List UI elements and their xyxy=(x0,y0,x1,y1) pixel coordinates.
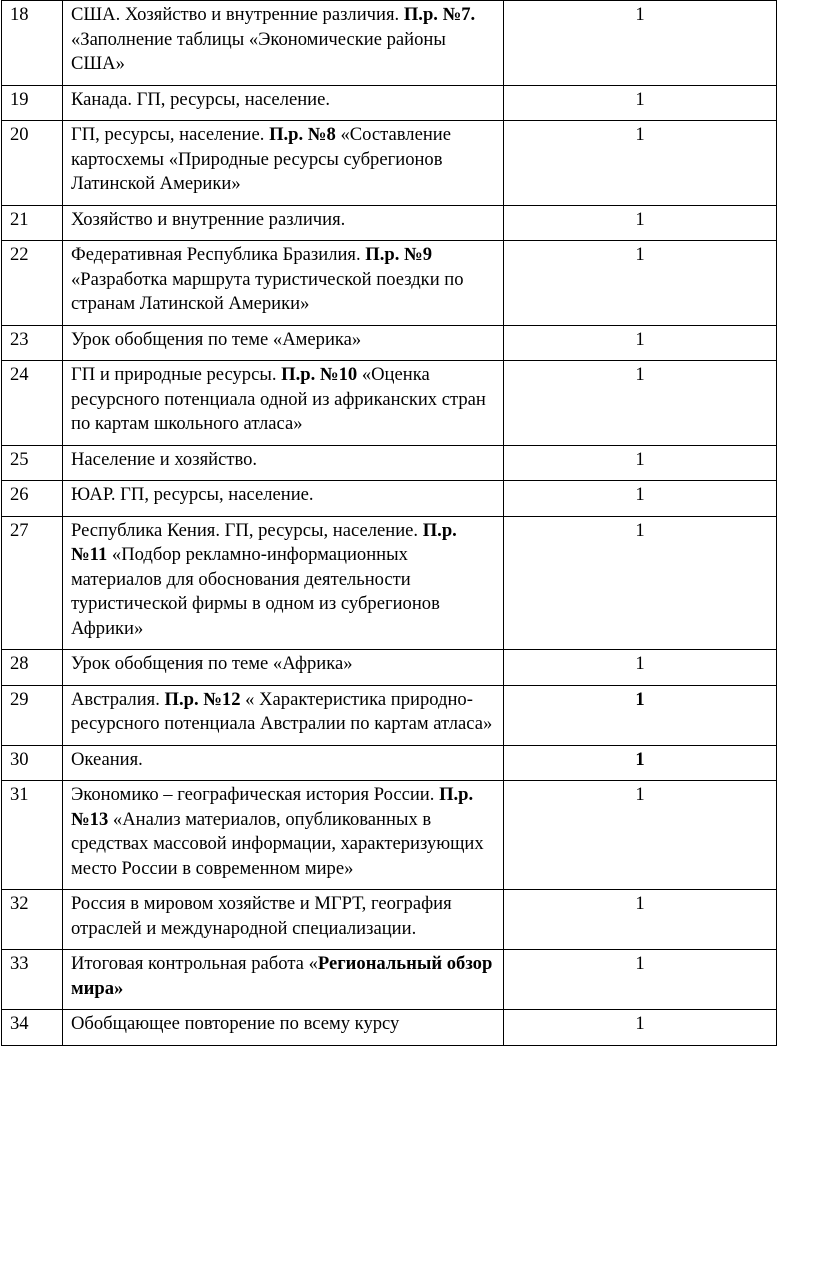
lesson-number: 18 xyxy=(2,1,63,86)
table-row xyxy=(2,241,777,326)
table-row xyxy=(2,950,777,1010)
lesson-number: 29 xyxy=(2,685,63,745)
lesson-topic xyxy=(63,950,504,1010)
lesson-topic xyxy=(63,516,504,650)
lesson-number: 27 xyxy=(2,516,63,650)
lesson-hours: 1 xyxy=(504,121,777,206)
lesson-number: 21 xyxy=(2,205,63,241)
topic-text: Республика Кения. ГП, ресурсы, население. xyxy=(71,519,423,541)
table-row xyxy=(2,445,777,481)
lesson-hours: 1 xyxy=(504,361,777,446)
lesson-number: 23 xyxy=(2,325,63,361)
table-row xyxy=(2,516,777,650)
practical-work-label: Региональный обзор мира» xyxy=(71,953,493,999)
lesson-hours: 1 xyxy=(504,781,777,890)
table-row xyxy=(2,890,777,950)
lesson-topic xyxy=(63,685,504,745)
lesson-topic xyxy=(63,1010,504,1046)
lesson-hours: 1 xyxy=(504,950,777,1010)
lesson-hours: 1 xyxy=(504,650,777,686)
lesson-hours: 1 xyxy=(504,241,777,326)
lesson-hours: 1 xyxy=(504,685,777,745)
practical-work-label: П.р. №7. xyxy=(403,4,476,25)
topic-text: « Характеристика природно-ресурсного потенциала Австралии по картам атласа» xyxy=(71,688,493,734)
lesson-number: 28 xyxy=(2,650,63,686)
topic-text: Население и хозяйство. xyxy=(71,448,258,470)
topic-text: Обобщающее повторение по всему курсу xyxy=(71,1013,400,1034)
topic-text: Экономико – географическая история России. xyxy=(71,784,440,805)
topic-text: Урок обобщения по теме «Америка» xyxy=(71,328,362,350)
lesson-number: 34 xyxy=(2,1010,63,1046)
lesson-hours: 1 xyxy=(504,745,777,781)
topic-text: Океания. xyxy=(71,748,143,770)
lesson-number: 19 xyxy=(2,85,63,121)
lesson-topic xyxy=(63,481,504,517)
lesson-number: 24 xyxy=(2,361,63,446)
topic-text: Канада. ГП, ресурсы, население. xyxy=(71,88,331,110)
topic-text: Австралия. xyxy=(71,688,165,710)
topic-text: Урок обобщения по теме «Африка» xyxy=(71,653,353,674)
lesson-topic xyxy=(63,781,504,890)
topic-text: ГП, ресурсы, население. xyxy=(71,124,270,145)
lesson-hours: 1 xyxy=(504,205,777,241)
topic-text: Федеративная Республика Бразилия. xyxy=(71,244,366,265)
lesson-topic xyxy=(63,85,504,121)
lesson-hours: 1 xyxy=(504,481,777,517)
topic-text: «Оценка ресурсного потенциала одной из африканских стран по картам школьного атласа» xyxy=(71,364,486,434)
table-row xyxy=(2,85,777,121)
table-row xyxy=(2,325,777,361)
lesson-hours: 1 xyxy=(504,445,777,481)
lesson-topic xyxy=(63,650,504,686)
lesson-topic xyxy=(63,121,504,206)
lesson-topic xyxy=(63,241,504,326)
lesson-plan-table xyxy=(1,0,777,1046)
table-row xyxy=(2,781,777,890)
lesson-hours: 1 xyxy=(504,890,777,950)
table-row xyxy=(2,1,777,86)
practical-work-label: П.р. №13 xyxy=(71,784,474,830)
lesson-number: 32 xyxy=(2,890,63,950)
table-row xyxy=(2,685,777,745)
topic-text: «Составление картосхемы «Природные ресурсы субрегионов Латинской Америки» xyxy=(71,124,451,194)
lesson-number: 31 xyxy=(2,781,63,890)
topic-text: США. Хозяйство и внутренние различия. xyxy=(71,4,404,25)
topic-text: «Заполнение таблицы «Экономические районы США» xyxy=(71,28,446,74)
topic-text: «Анализ материалов, опубликованных в средствах массовой информации, характеризующих место России в современном мире» xyxy=(71,808,484,879)
lesson-topic xyxy=(63,361,504,446)
table-row xyxy=(2,650,777,686)
lesson-topic xyxy=(63,890,504,950)
lesson-number: 22 xyxy=(2,241,63,326)
practical-work-label: П.р. №11 xyxy=(71,519,457,565)
lesson-number: 33 xyxy=(2,950,63,1010)
table-row xyxy=(2,481,777,517)
lesson-number: 30 xyxy=(2,745,63,781)
practical-work-label: П.р. №8 xyxy=(269,124,336,145)
table-row xyxy=(2,361,777,446)
lesson-topic xyxy=(63,745,504,781)
topic-text: Итоговая контрольная работа « xyxy=(71,953,318,974)
lesson-topic xyxy=(63,445,504,481)
topic-text: ЮАР. ГП, ресурсы, население. xyxy=(71,484,314,505)
lesson-plan-body xyxy=(2,1,777,1046)
table-row xyxy=(2,121,777,206)
topic-text: ГП и природные ресурсы. xyxy=(71,364,282,385)
lesson-hours: 1 xyxy=(504,1010,777,1046)
lesson-number: 25 xyxy=(2,445,63,481)
lesson-hours: 1 xyxy=(504,325,777,361)
practical-work-label: П.р. №9 xyxy=(365,244,433,265)
lesson-number: 26 xyxy=(2,481,63,517)
topic-text: Россия в мировом хозяйстве и МГРТ, география отраслей и международной специализации. xyxy=(71,893,452,939)
practical-work-label: П.р. №12 xyxy=(164,688,241,710)
lesson-hours: 1 xyxy=(504,1,777,86)
topic-text: «Подбор рекламно-информационных материалов для обоснования деятельности туристической фирмы в одном из субрегионов Африки» xyxy=(71,544,440,639)
lesson-topic xyxy=(63,1,504,86)
lesson-hours: 1 xyxy=(504,85,777,121)
table-row xyxy=(2,1010,777,1046)
topic-text: Хозяйство и внутренние различия. xyxy=(71,208,346,230)
lesson-number: 20 xyxy=(2,121,63,206)
practical-work-label: П.р. №10 xyxy=(281,364,358,385)
lesson-topic xyxy=(63,205,504,241)
table-row xyxy=(2,205,777,241)
topic-text: «Разработка маршрута туристической поездки по странам Латинской Америки» xyxy=(71,268,464,314)
lesson-topic xyxy=(63,325,504,361)
table-row xyxy=(2,745,777,781)
lesson-hours: 1 xyxy=(504,516,777,650)
